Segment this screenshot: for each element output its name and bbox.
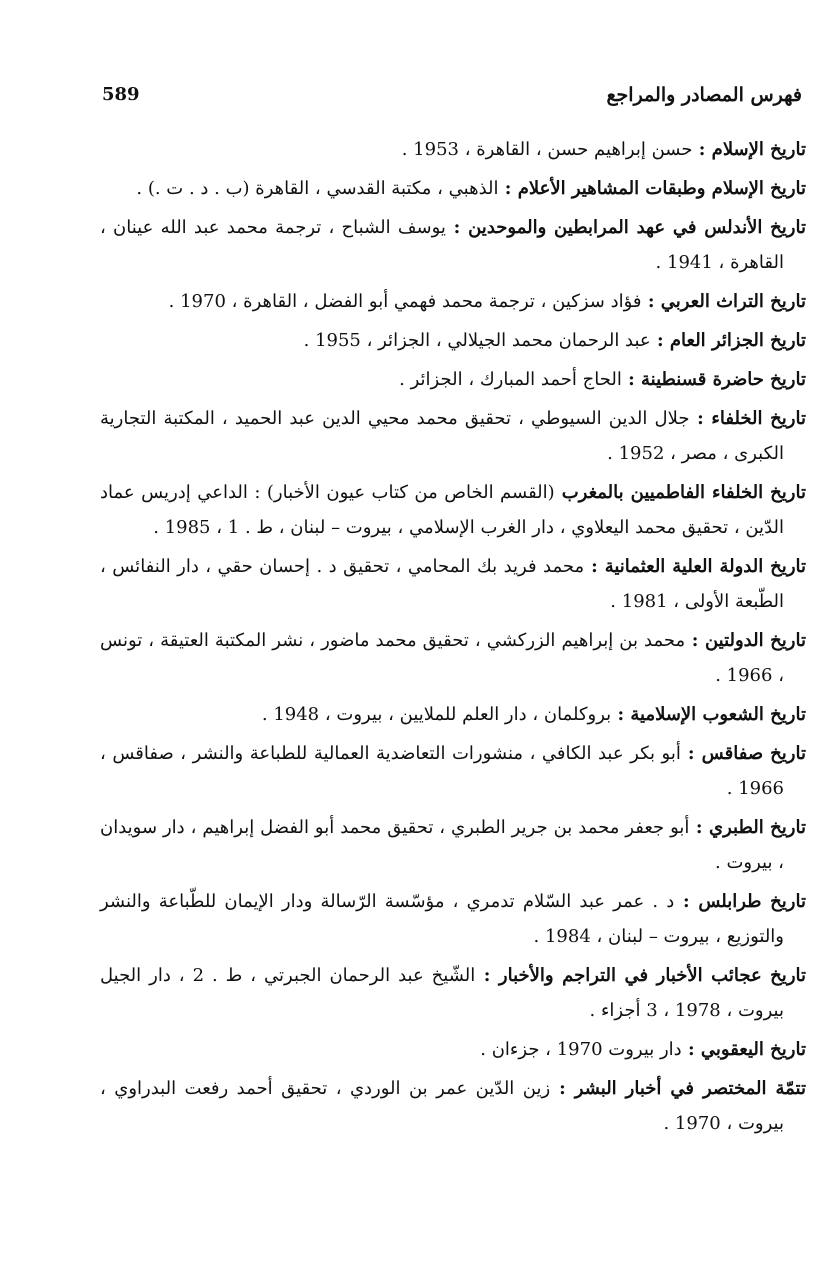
entry-details: فؤاد سزكين ، ترجمة محمد فهمي أبو الفضل ، القاهرة ، 1970 . — [168, 291, 642, 312]
entry-details: أبو بكر عبد الكافي ، منشورات التعاضدية العمالية للطباعة والنشر ، صفاقس ، 1966 . — [100, 743, 784, 799]
entry-title: تاريخ الدولة العلية العثمانية — [604, 556, 807, 577]
entry-details: الشّيخ عبد الرحمان الجبرتي ، ط . 2 ، دار الجيل بيروت ، 1978 ، 3 أجزاء . — [100, 965, 784, 1021]
entry-title: تاريخ الطبري — [709, 817, 806, 838]
entry-title: تاريخ الأندلس في عهد المرابطين والموحدين — [468, 217, 806, 238]
entry-details: أبو جعفر محمد بن جرير الطبري ، تحقيق محمد أبو الفضل إبراهيم ، دار سويدان ، بيروت . — [100, 817, 784, 873]
bibliography-entry: تاريخ صفاقس : أبو بكر عبد الكافي ، منشورات التعاضدية العمالية للطباعة والنشر ، صفاقس ، 1966 . — [100, 743, 806, 799]
entry-details: الحاج أحمد المبارك ، الجزائر . — [399, 369, 622, 390]
bibliography-entry: تاريخ التراث العربي : فؤاد سزكين ، ترجمة محمد فهمي أبو الفضل ، القاهرة ، 1970 . — [168, 291, 806, 312]
entry-details: (القسم الخاص من كتاب عيون الأخبار) : الداعي إدريس عماد الدّين ، تحقيق محمد اليعلاوي ، دار الغرب الإسلامي ، بيروت – لبنان ، ط . 1 ، 1985 . — [100, 482, 784, 538]
entry-title: تاريخ طرابلس — [698, 891, 806, 912]
page-header — [100, 80, 806, 114]
entry-title: تاريخ التراث العربي — [660, 291, 806, 312]
bibliography-entry: تاريخ حاضرة قسنطينة : الحاج أحمد المبارك ، الجزائر . — [399, 369, 806, 390]
entry-details: زين الدّين عمر بن الوردي ، تحقيق أحمد رفعت البدراوي ، بيروت ، 1970 . — [100, 1078, 784, 1134]
bibliography-entry: تاريخ الإسلام : حسن إبراهيم حسن ، القاهرة ، 1953 . — [401, 139, 806, 160]
entry-details: بروكلمان ، دار العلم للملايين ، بيروت ، 1948 . — [261, 704, 612, 725]
entry-title: تاريخ الخلفاء الفاطميين بالمغرب — [561, 482, 806, 503]
entry-title: تاريخ الإسلام — [711, 139, 806, 160]
bibliography-entry: تاريخ الشعوب الإسلامية : بروكلمان ، دار العلم للملايين ، بيروت ، 1948 . — [261, 704, 806, 725]
entry-title: تتمّة المختصر في أخبار البشر — [574, 1078, 806, 1099]
bibliography-entry: تاريخ الطبري : أبو جعفر محمد بن جرير الطبري ، تحقيق محمد أبو الفضل إبراهيم ، دار سويدان ، بيروت . — [100, 817, 806, 873]
entry-title: تاريخ حاضرة قسنطينة — [641, 369, 806, 390]
entry-title: تاريخ الشعوب الإسلامية — [630, 704, 806, 725]
bibliography-entry: تتمّة المختصر في أخبار البشر : زين الدّين عمر بن الوردي ، تحقيق أحمد رفعت البدراوي ، بيروت ، 1970 . — [100, 1078, 806, 1134]
bibliography-entry: تاريخ الخلفاء : جلال الدين السيوطي ، تحقيق محمد محيي الدين عبد الحميد ، المكتبة التجارية الكبرى ، مصر ، 1952 . — [100, 408, 806, 464]
bibliography-entry: تاريخ طرابلس : د . عمر عبد السّلام تدمري ، مؤسّسة الرّسالة ودار الإيمان للطّباعة والنشر والتوزيع ، بيروت – لبنان ، 1984 . — [100, 891, 806, 947]
entry-title: تاريخ الإسلام وطبقات المشاهير الأعلام — [517, 178, 806, 199]
bibliography-entry — [100, 475, 806, 545]
entry-title: تاريخ الدولتين — [704, 630, 806, 651]
bibliography-entry: تاريخ الأندلس في عهد المرابطين والموحدين : يوسف الشباح ، ترجمة محمد عبد الله عينان ، القاهرة ، 1941 . — [100, 217, 806, 273]
bibliography-entry: تاريخ الجزائر العام : عبد الرحمان محمد الجيلالي ، الجزائر ، 1955 . — [303, 330, 806, 351]
entry-title: تاريخ اليعقوبي — [700, 1039, 806, 1060]
bibliography-entry: تاريخ الدولة العلية العثمانية : محمد فريد بك المحامي ، تحقيق د . إحسان حقي ، دار النفائس ، الطّبعة الأولى ، 1981 . — [100, 556, 807, 612]
bibliography-entry: تاريخ الإسلام وطبقات المشاهير الأعلام : الذهبي ، مكتبة القدسي ، القاهرة (ب . د . ت .) . — [136, 178, 806, 199]
entry-title: تاريخ صفاقس — [701, 743, 806, 764]
entry-details: جلال الدين السيوطي ، تحقيق محمد محيي الدين عبد الحميد ، المكتبة التجارية الكبرى ، مصر ، 1952 . — [100, 408, 784, 464]
entry-details: حسن إبراهيم حسن ، القاهرة ، 1953 . — [401, 139, 693, 160]
entry-details: محمد بن إبراهيم الزركشي ، تحقيق محمد ماضور ، نشر المكتبة العتيقة ، تونس ، 1966 . — [100, 630, 784, 686]
bibliography-list — [100, 132, 806, 1145]
entry-details: عبد الرحمان محمد الجيلالي ، الجزائر ، 1955 . — [303, 330, 651, 351]
entry-details: د . عمر عبد السّلام تدمري ، مؤسّسة الرّسالة ودار الإيمان للطّباعة والنشر والتوزيع ، بيروت – لبنان ، 1984 . — [100, 891, 784, 947]
entry-details: الذهبي ، مكتبة القدسي ، القاهرة (ب . د . ت .) . — [136, 178, 499, 199]
running-title: فهرس المصادر والمراجع — [606, 84, 802, 106]
entry-details: يوسف الشباح ، ترجمة محمد عبد الله عينان ، القاهرة ، 1941 . — [100, 217, 784, 273]
entry-title: تاريخ عجائب الأخبار في التراجم والأخبار — [498, 965, 806, 986]
entry-title: تاريخ الجزائر العام — [669, 330, 806, 351]
bibliography-entry: تاريخ عجائب الأخبار في التراجم والأخبار : الشّيخ عبد الرحمان الجبرتي ، ط . 2 ، دار الجيل بيروت ، 1978 ، 3 أجزاء . — [100, 965, 806, 1021]
entry-details: دار بيروت 1970 ، جزءان . — [480, 1039, 682, 1060]
entry-title: تاريخ الخلفاء — [711, 408, 806, 429]
entry-details: محمد فريد بك المحامي ، تحقيق د . إحسان حقي ، دار النفائس ، الطّبعة الأولى ، 1981 . — [100, 556, 784, 612]
bibliography-entry: تاريخ الدولتين : محمد بن إبراهيم الزركشي ، تحقيق محمد ماضور ، نشر المكتبة العتيقة ، تونس ، 1966 . — [100, 630, 806, 686]
bibliography-entry: تاريخ اليعقوبي : دار بيروت 1970 ، جزءان . — [480, 1039, 806, 1060]
page-number: 589 — [102, 84, 140, 105]
